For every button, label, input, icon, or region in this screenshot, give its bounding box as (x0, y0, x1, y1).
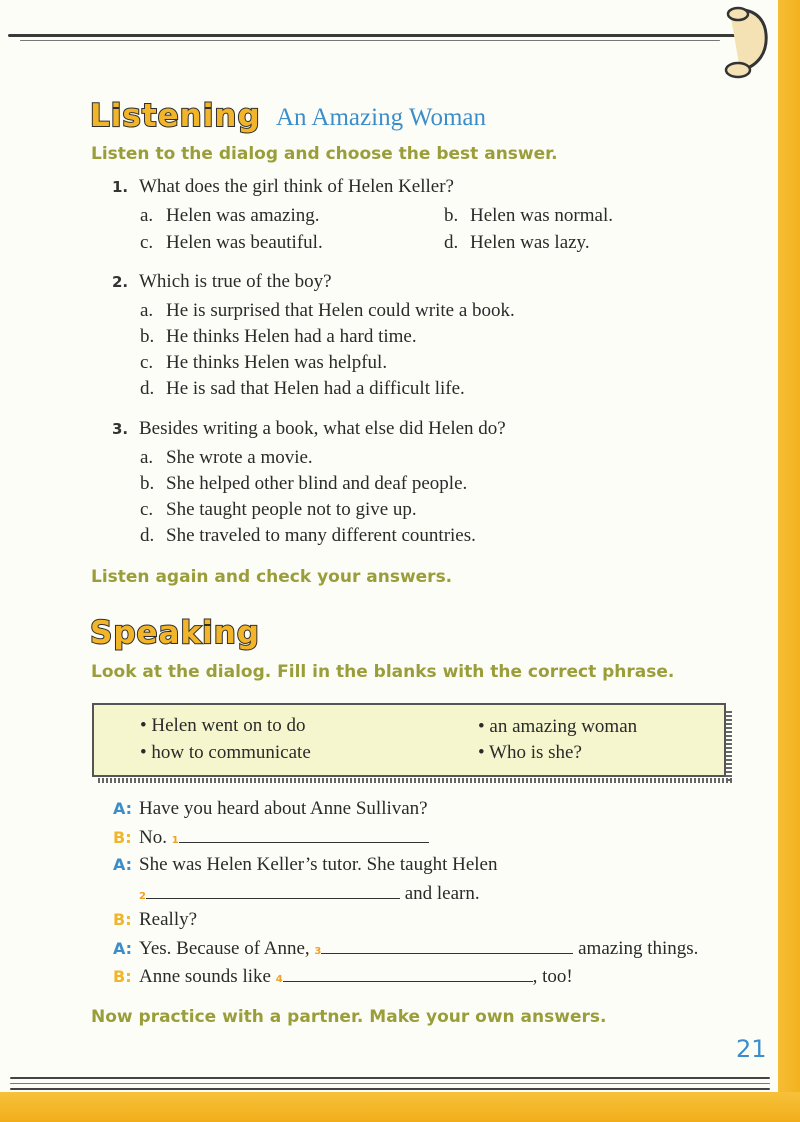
dialog-text: Yes. Because of Anne, (139, 938, 315, 959)
option-text: Helen was normal. (470, 205, 613, 226)
option-1d (444, 232, 590, 254)
question-3 (112, 418, 506, 440)
option-text: He is sad that Helen had a difficult life. (166, 378, 465, 399)
blank-number: 3 (314, 946, 322, 957)
listening-subtitle: An Amazing Woman (276, 104, 486, 131)
option-letter: b. (140, 473, 155, 494)
dialog-line-5 (113, 909, 197, 931)
option-3c (140, 499, 417, 521)
dialog-text: Have you heard about Anne Sullivan? (139, 798, 428, 819)
phrase-box (92, 703, 726, 777)
phrase-box-shadow (726, 709, 732, 781)
option-1b (444, 205, 613, 227)
dialog-text: Really? (139, 909, 198, 930)
page-number: 21 (736, 1035, 767, 1063)
question-text: What does the girl think of Helen Keller? (139, 176, 454, 197)
dialog-text: Anne sounds like (139, 966, 276, 987)
option-text: She traveled to many different countries. (166, 525, 476, 546)
listening-heading: Listening (90, 98, 261, 134)
option-letter: c. (140, 232, 154, 253)
dialog-text: She was Helen Keller’s tutor. She taught Helen (139, 854, 498, 875)
option-text: He thinks Helen was helpful. (166, 352, 388, 373)
blank-1-input[interactable] (179, 826, 429, 843)
phrase-3: • an amazing woman (478, 716, 638, 737)
speaking-practice: Now practice with a partner. Make your own answers. (91, 1007, 607, 1027)
option-letter: a. (140, 447, 154, 468)
top-rule (8, 34, 752, 37)
listening-followup: Listen again and check your answers. (91, 567, 453, 587)
option-letter: a. (140, 205, 154, 226)
option-text: She taught people not to give up. (166, 499, 417, 520)
blank-2-input[interactable] (146, 882, 400, 899)
speaker-label: A: (113, 855, 133, 874)
option-text: She helped other blind and deaf people. (166, 473, 468, 494)
blank-number: 2 (139, 891, 146, 902)
question-text: Besides writing a book, what else did Helen do? (139, 418, 506, 439)
listening-instruction: Listen to the dialog and choose the best answer. (91, 144, 558, 164)
dialog-line-6 (113, 937, 698, 960)
option-text: She wrote a movie. (166, 447, 313, 468)
top-rule-thin (20, 40, 720, 41)
question-number: 3. (112, 420, 129, 438)
speaking-heading: Speaking (90, 615, 260, 651)
speaking-instruction: Look at the dialog. Fill in the blanks with the correct phrase. (91, 662, 675, 682)
speaker-label: A: (113, 799, 133, 818)
dialog-text: and learn. (399, 883, 480, 904)
option-letter: d. (140, 525, 155, 546)
phrase-1: • Helen went on to do (140, 715, 306, 736)
option-letter: c. (140, 499, 154, 520)
blank-number: 1 (171, 835, 179, 846)
option-2c (140, 352, 387, 374)
speaker-label: B: (113, 828, 132, 847)
question-number: 1. (112, 178, 129, 196)
speaker-label: B: (113, 910, 132, 929)
dialog-line-3 (113, 854, 497, 876)
dialog-line-2 (113, 826, 429, 849)
option-2b (140, 326, 417, 348)
dialog-line-4 (139, 882, 480, 905)
option-letter: a. (140, 300, 154, 321)
option-letter: b. (140, 326, 155, 347)
page-edge-bottom (0, 1092, 800, 1122)
dialog-line-1 (113, 798, 428, 820)
blank-3-input[interactable] (321, 937, 573, 954)
option-text: He thinks Helen had a hard time. (166, 326, 417, 347)
dialog-text: amazing things. (573, 938, 699, 959)
dialog-text: , too! (532, 966, 573, 987)
option-letter: c. (140, 352, 154, 373)
option-letter: b. (444, 205, 459, 226)
speaker-label: A: (113, 939, 133, 958)
bottom-rules (10, 1077, 770, 1094)
phrase-4: • Who is she? (478, 742, 582, 763)
option-letter: d. (140, 378, 155, 399)
question-1 (112, 176, 454, 198)
option-3b (140, 473, 467, 495)
option-3d (140, 525, 476, 547)
phrase-2: • how to communicate (140, 742, 311, 763)
option-text: Helen was beautiful. (166, 232, 323, 253)
option-2a (140, 300, 515, 322)
option-letter: d. (444, 232, 459, 253)
speaker-label: B: (113, 967, 132, 986)
option-text: Helen was amazing. (166, 205, 320, 226)
blank-number: 4 (275, 974, 283, 985)
dialog-text: No. (139, 827, 172, 848)
option-1a (140, 205, 320, 227)
option-text: Helen was lazy. (470, 232, 590, 253)
option-3a (140, 447, 313, 469)
scroll-curl-icon (724, 4, 774, 84)
option-2d (140, 378, 465, 400)
option-text: He is surprised that Helen could write a book. (166, 300, 515, 321)
question-number: 2. (112, 273, 129, 291)
option-1c (140, 232, 323, 254)
blank-4-input[interactable] (283, 965, 533, 982)
dialog-line-7 (113, 965, 573, 988)
question-text: Which is true of the boy? (139, 271, 332, 292)
question-2 (112, 271, 332, 293)
phrase-box-shadow (98, 778, 734, 783)
